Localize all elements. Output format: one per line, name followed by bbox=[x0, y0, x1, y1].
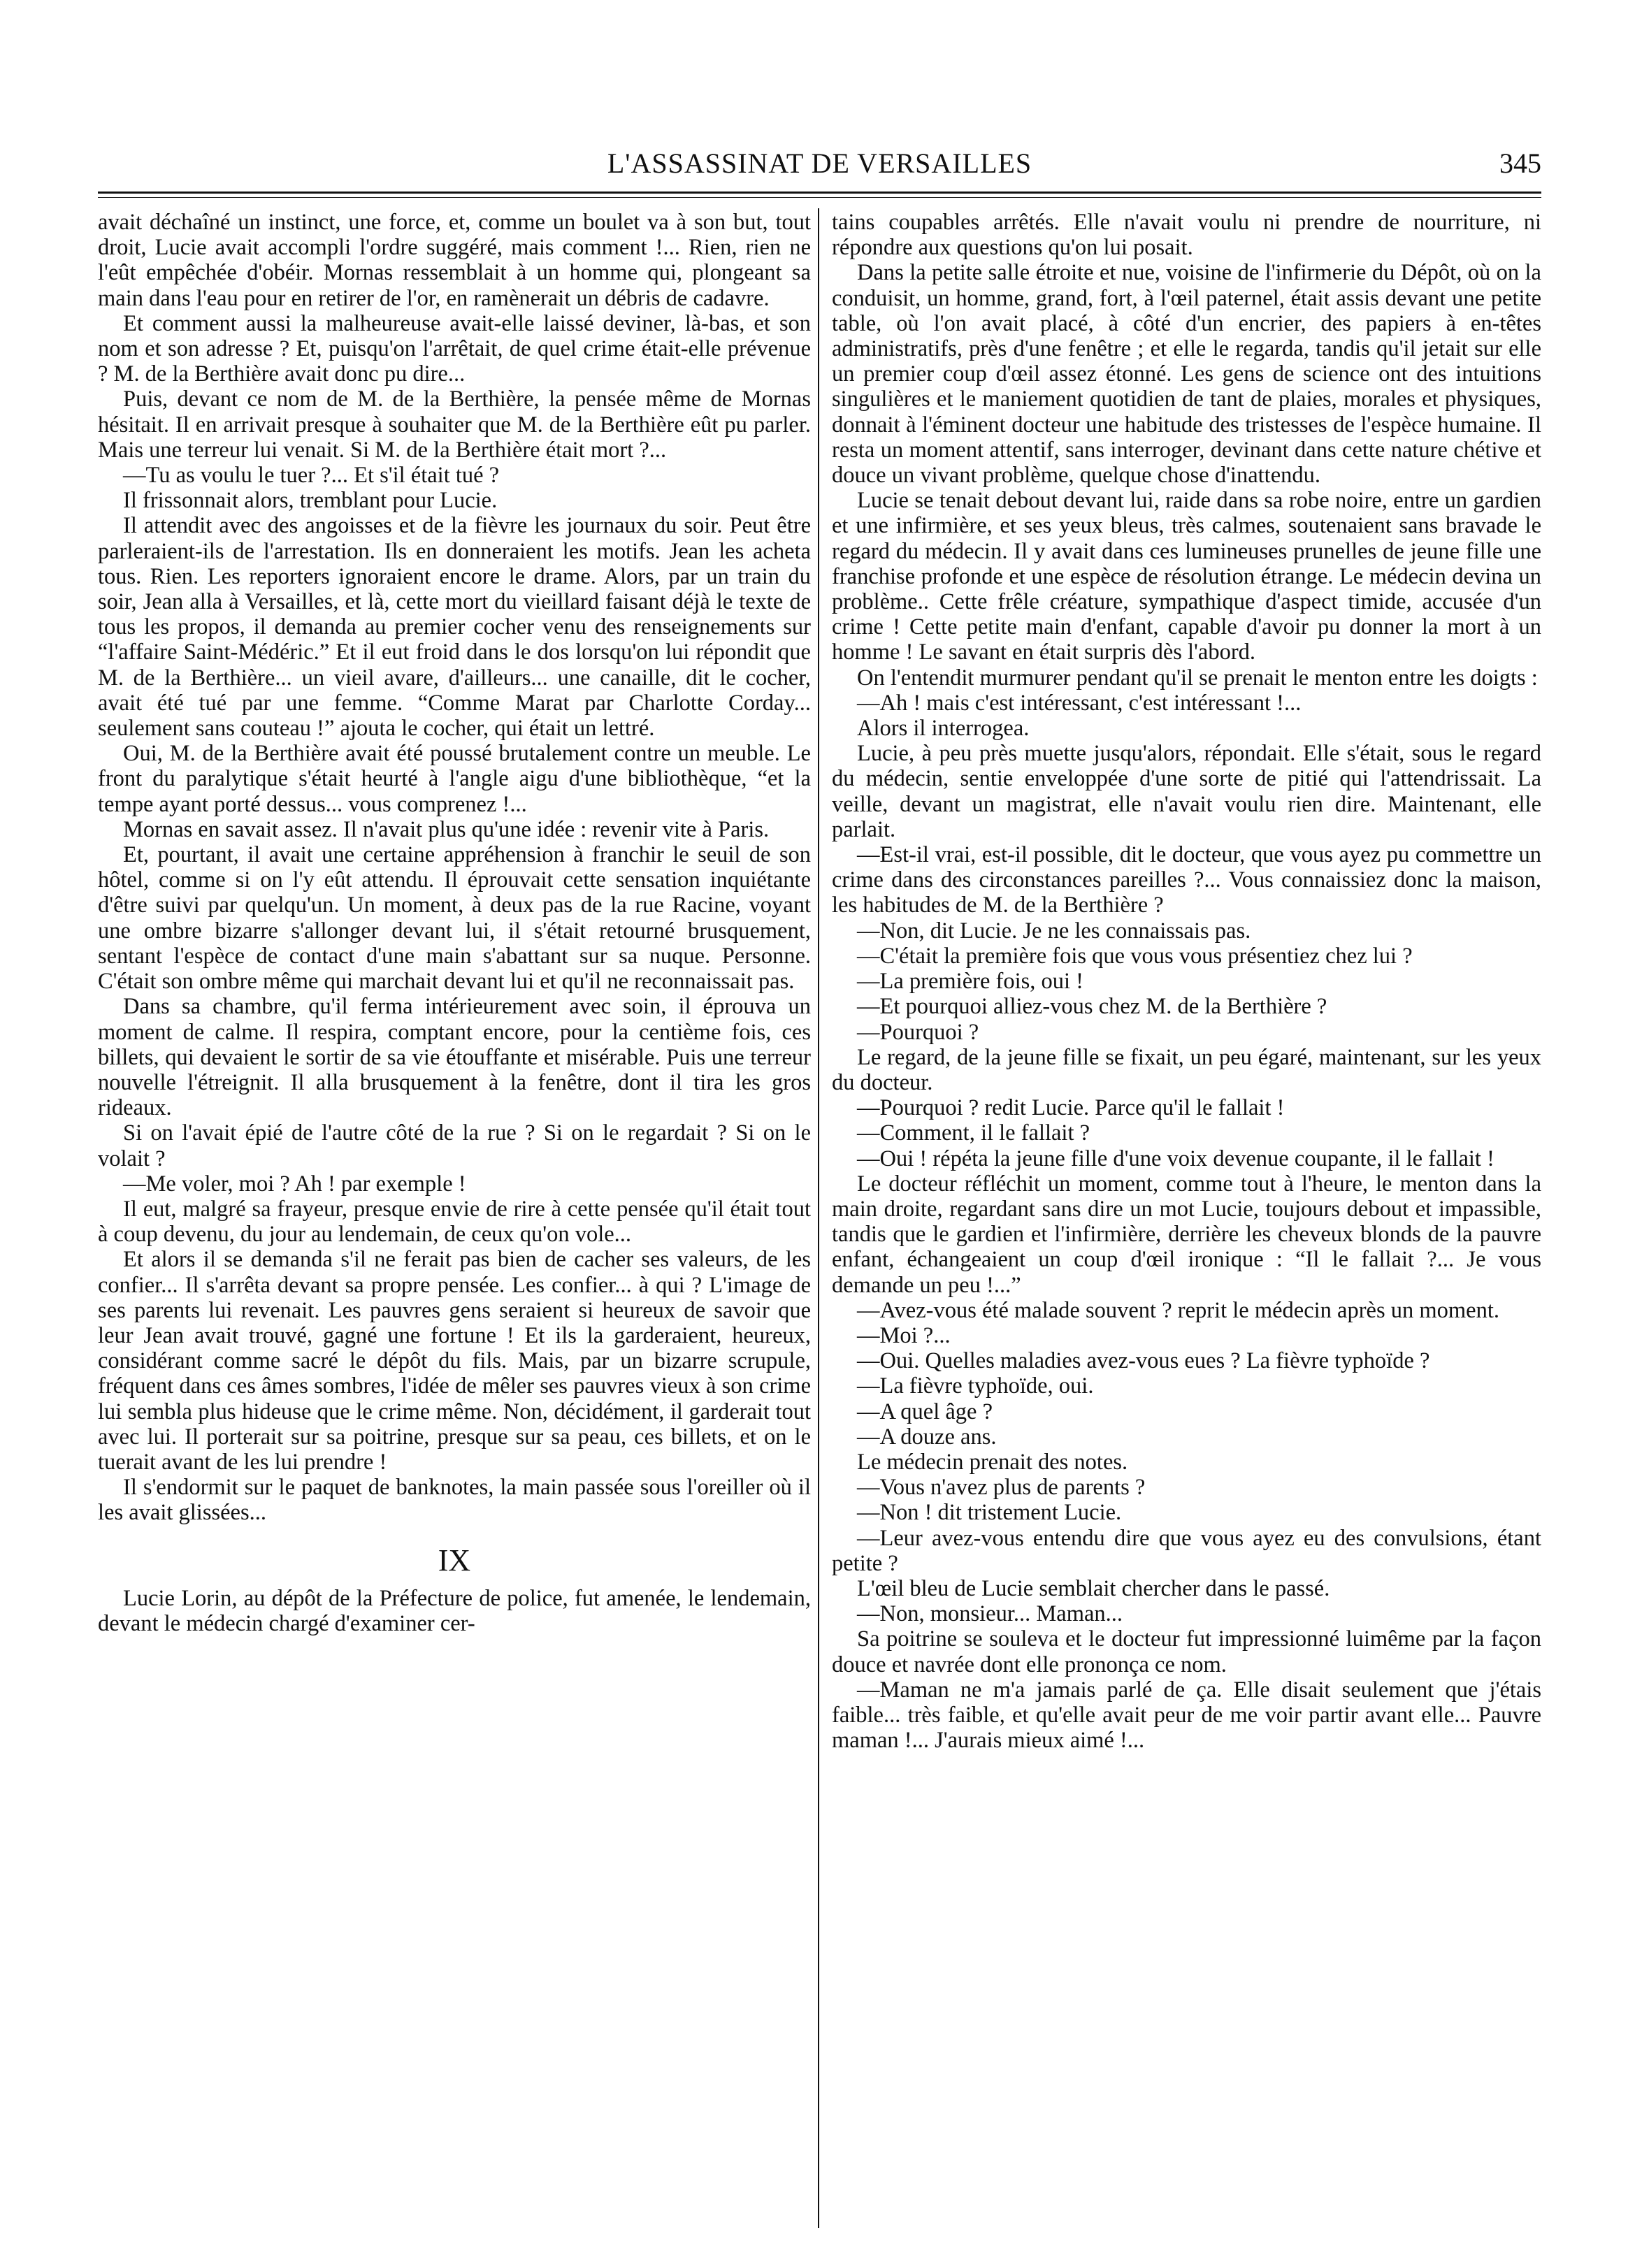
chapter-heading: IX bbox=[438, 1543, 471, 1577]
header-rule-thin bbox=[98, 197, 1541, 198]
paragraph: L'œil bleu de Lucie semblait chercher dans le passé. bbox=[857, 1575, 1330, 1601]
paragraph: Sa poitrine se souleva et le docteur fut impressionné luimême par la façon douce et navrée dont elle prononça ce nom. bbox=[832, 1626, 1541, 1677]
paragraph: Dans sa chambre, qu'il ferma intérieurement avec soin, il éprouva un moment de calme. Il respira, comptant encore, pour la centième fois, ces billets, qui devaient le sortir de sa vie étouffante et misérable. Puis une terreur nouvelle l'étreignit. Il alla brusquement à la fenêtre, dont il tira les gros rideaux. bbox=[98, 994, 811, 1121]
paragraph: —Ah ! mais c'est intéressant, c'est intéressant !... bbox=[857, 690, 1302, 716]
paragraph: —Comment, il le fallait ? bbox=[857, 1120, 1090, 1146]
paragraph: Il s'endormit sur le paquet de banknotes, la main passée sous l'oreiller où il les avait glissées... bbox=[98, 1475, 811, 1526]
paragraph: On l'entendit murmurer pendant qu'il se prenait le menton entre les doigts : bbox=[857, 665, 1538, 691]
paragraph: Et, pourtant, il avait une certaine appréhension à franchir le seuil de son hôtel, comme si on l'y eût attendu. Il éprouvait cette sensation inquiétante d'être suivi par quelqu'un. Un moment, à deux pas de la rue Racine, voyant une ombre bizarre s'allonger devant lui, il s'était retourné brusquement, sentant l'espèce de contact d'une main s'abattant sur sa nuque. Personne. C'était son ombre même qui marchait devant lui et qu'il ne reconnaissait pas. bbox=[98, 842, 811, 995]
left-column-after-heading bbox=[98, 1586, 811, 1636]
paragraph: —Pourquoi ? redit Lucie. Parce qu'il le fallait ! bbox=[857, 1095, 1285, 1121]
paragraph: Oui, M. de la Berthière avait été poussé brutalement contre un meuble. Le front du paralytique s'était heurté à l'angle aigu d'une bibliothèque, “et la tempe ayant porté dessus... vous comprenez !... bbox=[98, 741, 811, 817]
paragraph: Le docteur réfléchit un moment, comme tout à l'heure, le menton dans la main droite, regardant sans dire un mot Lucie, toujours debout et impassible, tandis que le gardien et l'infirmière, derrière les cheveux blonds de la pauvre enfant, échangeaient un coup d'œil ironique : “Il le fallait ?... Je vous demande un peu !...” bbox=[832, 1171, 1541, 1298]
paragraph: Alors il interrogea. bbox=[857, 716, 1030, 742]
paragraph: —C'était la première fois que vous vous présentiez chez lui ? bbox=[857, 943, 1413, 969]
paragraph: Et comment aussi la malheureuse avait-elle laissé deviner, là-bas, et son nom et son adresse ? Et, puisqu'on l'arrêtait, de quel crime était-elle prévenue ? M. de la Berthière avait donc pu dire... bbox=[98, 310, 811, 387]
paragraph: —Leur avez-vous entendu dire que vous ayez eu des convulsions, étant petite ? bbox=[832, 1525, 1541, 1576]
right-column bbox=[832, 210, 1541, 2223]
paragraph: —Est-il vrai, est-il possible, dit le docteur, que vous ayez pu commettre un crime dans des circonstances pareilles ?... Vous connaissiez donc la maison, les habitudes de M. de la Berthière ? bbox=[832, 842, 1541, 918]
paragraph: —Maman ne m'a jamais parlé de ça. Elle disait seulement que j'étais faible... très faible, et qu'elle avait peur de me voir partir avant elle... Pauvre maman !... J'aurais mieux aimé !... bbox=[832, 1677, 1541, 1754]
paragraph: —Tu as voulu le tuer ?... Et s'il était tué ? bbox=[123, 463, 500, 489]
page-header bbox=[98, 137, 1541, 186]
paragraph: —A douze ans. bbox=[857, 1424, 997, 1450]
paragraph: Lucie Lorin, au dépôt de la Préfecture de police, fut amenée, le lendemain, devant le médecin chargé d'examiner cer- bbox=[98, 1585, 811, 1636]
column-divider bbox=[818, 208, 819, 2228]
header-rule bbox=[98, 192, 1541, 194]
paragraph: Le médecin prenait des notes. bbox=[857, 1449, 1128, 1475]
paragraph: —Oui ! répéta la jeune fille d'une voix devenue coupante, il le fallait ! bbox=[857, 1146, 1494, 1171]
paragraph: —La fièvre typhoïde, oui. bbox=[857, 1373, 1094, 1399]
paragraph: avait déchaîné un instinct, une force, et, comme un boulet va à son but, tout droit, Lucie avait accompli l'ordre suggéré, mais comment !... Rien, rien ne l'eût empêchée d'obéir. Mornas ressemblait à un homme qui, plongeant sa main dans l'eau pour en retirer de l'or, en ramènerait un débris de cadavre. bbox=[98, 210, 811, 311]
paragraph: —Moi ?... bbox=[857, 1322, 951, 1348]
paragraph: —Oui. Quelles maladies avez-vous eues ? La fièvre typhoïde ? bbox=[857, 1348, 1430, 1374]
page-number: 345 bbox=[1499, 147, 1541, 179]
paragraph: tains coupables arrêtés. Elle n'avait voulu ni prendre de nourriture, ni répondre aux questions qu'on lui posait. bbox=[832, 210, 1541, 261]
paragraph: —Avez-vous été malade souvent ? reprit le médecin après un moment. bbox=[857, 1297, 1499, 1323]
paragraph: —Vous n'avez plus de parents ? bbox=[857, 1475, 1146, 1501]
left-column-text bbox=[98, 210, 811, 1526]
paragraph: —A quel âge ? bbox=[857, 1399, 993, 1424]
paragraph: —Me voler, moi ? Ah ! par exemple ! bbox=[123, 1171, 466, 1197]
paragraph: Il eut, malgré sa frayeur, presque envie de rire à cette pensée qu'il était tout à coup devenu, du jour au lendemain, de ceux qu'on vole... bbox=[98, 1196, 811, 1248]
paragraph: Mornas en savait assez. Il n'avait plus qu'une idée : revenir vite à Paris. bbox=[123, 816, 770, 842]
paragraph: —Pourquoi ? bbox=[857, 1019, 979, 1045]
left-column bbox=[98, 210, 811, 2223]
paragraph: Il frissonnait alors, tremblant pour Lucie. bbox=[123, 488, 498, 514]
paragraph: Le regard, de la jeune fille se fixait, un peu égaré, maintenant, sur les yeux du docteur. bbox=[832, 1044, 1541, 1095]
paragraph: —Non, dit Lucie. Je ne les connaissais pas. bbox=[857, 918, 1251, 944]
paragraph: Lucie, à peu près muette jusqu'alors, répondait. Elle s'était, sous le regard du médecin, sentie enveloppée d'une sorte de pitié qui l'attendrissait. La veille, devant un magistrat, elle n'avait voulu rien dire. Maintenant, elle parlait. bbox=[832, 741, 1541, 842]
paragraph: —Non ! dit tristement Lucie. bbox=[857, 1500, 1122, 1526]
paragraph: Il attendit avec des angoisses et de la fièvre les journaux du soir. Peut être parleraient-ils de l'arrestation. Ils en donneraient les motifs. Jean les acheta tous. Rien. Les reporters ignoraient encore le drame. Alors, par un train du soir, Jean alla à Versailles, et là, cette mort du vieillard faisant déjà le texte de tous les propos, il demanda au premier cocher venu des renseignements sur “l'affaire Saint-Médéric.” Et il eut froid dans le dos lorsqu'on lui répondit que M. de la Berthière... un vieil avare, d'ailleurs... une canaille, dit le cocher, avait été tué par une femme. “Comme Marat par Charlotte Corday... seulement sans couteau !” ajouta le cocher, qui était un lettré. bbox=[98, 513, 811, 742]
paragraph: —Et pourquoi alliez-vous chez M. de la Berthière ? bbox=[857, 994, 1327, 1020]
running-title: L'ASSASSINAT DE VERSAILLES bbox=[607, 147, 1032, 179]
paragraph: Dans la petite salle étroite et nue, voisine de l'infirmerie du Dépôt, où on la conduisit, un homme, grand, fort, à l'œil paternel, était assis devant une petite table, où l'on avait placé, à côté d'un encrier, des papiers à en-têtes administratifs, près d'une fenêtre ; et elle le regarda, tandis qu'il jetait sur elle un premier coup d'œil assez étonné. Les gens de science ont des intuitions singulières et le maniement quotidien de tant de plaies, morales et physiques, donnait à l'éminent docteur une habitude des tristesses de l'espèce humaine. Il resta un moment attentif, sans interroger, devinant dans cette nature chétive et douce un vivant problème, quelque chose d'inattendu. bbox=[832, 260, 1541, 489]
paragraph: Si on l'avait épié de l'autre côté de la rue ? Si on le regardait ? Si on le volait ? bbox=[98, 1120, 811, 1171]
paragraph: Puis, devant ce nom de M. de la Berthière, la pensée même de Mornas hésitait. Il en arrivait presque à souhaiter que M. de la Berthière eût pu parler. Mais une terreur lui venait. Si M. de la Berthière était mort ?... bbox=[98, 387, 811, 463]
right-column-text bbox=[832, 210, 1541, 1753]
paragraph: —La première fois, oui ! bbox=[857, 969, 1083, 995]
paragraph: Lucie se tenait debout devant lui, raide dans sa robe noire, entre un gardien et une infirmière, et ses yeux bleus, très calmes, soutenaient sans bravade le regard du médecin. Il y avait dans ces lumineuses prunelles de jeune fille une franchise profonde et une espèce de résolution étrange. Le médecin devina un problème.. Cette frêle créature, sympathique d'aspect timide, accusée d'un crime ! Cette petite main d'enfant, capable d'avoir pu donner la mort à un homme ! Le savant en était surpris dès l'abord. bbox=[832, 488, 1541, 665]
paragraph: —Non, monsieur... Maman... bbox=[857, 1601, 1123, 1627]
paragraph: Et alors il se demanda s'il ne ferait pas bien de cacher ses valeurs, de les confier... Il s'arrêta devant sa propre pensée. Les confier... à qui ? L'image de ses parents lui revenait. Les pauvres gens seraient si heureux de savoir que leur Jean avait trouvé, gagné une fortune ! Et ils la garderaient, heureux, considérant comme sacré le dépôt du fils. Mais, par un bizarre scrupule, fréquent dans ces âmes sombres, l'idée de mêler ses pauvres vieux à son crime lui sembla plus hideuse que le crime même. Non, décidément, il garderait tout avec lui. Il porterait sur sa poitrine, presque sur sa peau, ces billets, et on le tuerait avant de les lui prendre ! bbox=[98, 1247, 811, 1475]
